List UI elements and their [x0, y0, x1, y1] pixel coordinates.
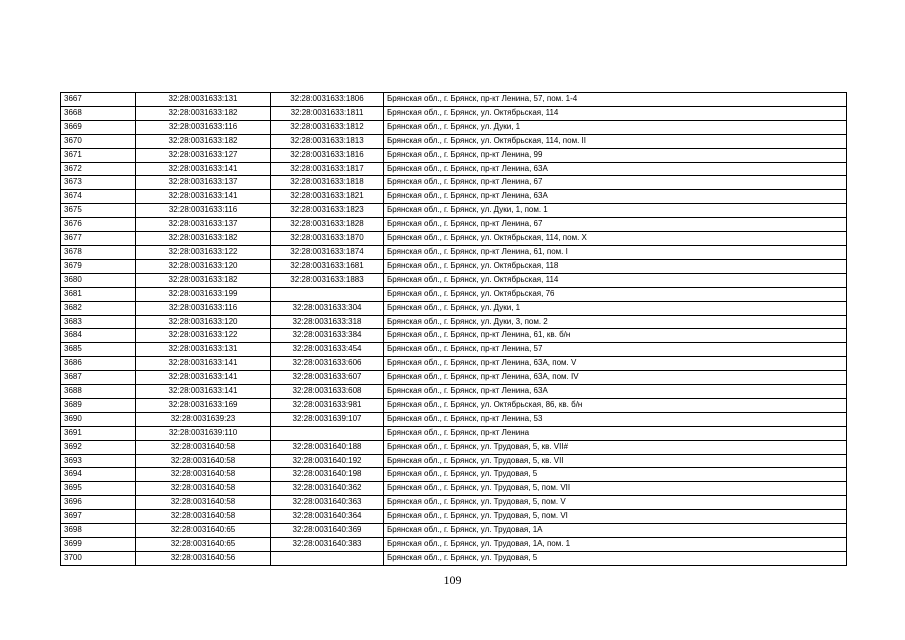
table-row	[61, 385, 847, 399]
object-cadastral-number-cell: 32:28:0031633:1811	[271, 106, 384, 120]
parcel-cadastral-number-cell: 32:28:0031640:58	[136, 510, 271, 524]
address-cell: Брянская обл., г. Брянск, пр-кт Ленина, 57	[384, 343, 847, 357]
object-cadastral-number-cell: 32:28:0031640:192	[271, 454, 384, 468]
parcel-cadastral-number-cell: 32:28:0031633:131	[136, 93, 271, 107]
address-cell: Брянская обл., г. Брянск, ул. Дуки, 1	[384, 301, 847, 315]
row-number-cell: 3691	[61, 426, 136, 440]
row-number-cell: 3674	[61, 190, 136, 204]
object-cadastral-number-cell: 32:28:0031633:304	[271, 301, 384, 315]
object-cadastral-number-cell: 32:28:0031633:1821	[271, 190, 384, 204]
address-cell: Брянская обл., г. Брянск, ул. Октябрьская, 86, кв. б/н	[384, 398, 847, 412]
parcel-cadastral-number-cell: 32:28:0031640:58	[136, 468, 271, 482]
object-cadastral-number-cell: 32:28:0031640:383	[271, 538, 384, 552]
parcel-cadastral-number-cell: 32:28:0031633:116	[136, 301, 271, 315]
table-row	[61, 496, 847, 510]
row-number-cell: 3689	[61, 398, 136, 412]
address-cell: Брянская обл., г. Брянск, пр-кт Ленина, 53	[384, 412, 847, 426]
object-cadastral-number-cell: 32:28:0031633:1816	[271, 148, 384, 162]
row-number-cell: 3688	[61, 385, 136, 399]
table-row	[61, 412, 847, 426]
parcel-cadastral-number-cell: 32:28:0031633:141	[136, 162, 271, 176]
table-row	[61, 510, 847, 524]
property-registry-table	[60, 92, 847, 566]
object-cadastral-number-cell: 32:28:0031633:1806	[271, 93, 384, 107]
address-cell: Брянская обл., г. Брянск, ул. Октябрьская, 118	[384, 259, 847, 273]
row-number-cell: 3678	[61, 245, 136, 259]
parcel-cadastral-number-cell: 32:28:0031633:182	[136, 273, 271, 287]
address-cell: Брянская обл., г. Брянск, ул. Дуки, 3, пом. 2	[384, 315, 847, 329]
address-cell: Брянская обл., г. Брянск, пр-кт Ленина, 61, пом. I	[384, 245, 847, 259]
table-row	[61, 357, 847, 371]
row-number-cell: 3680	[61, 273, 136, 287]
parcel-cadastral-number-cell: 32:28:0031633:116	[136, 120, 271, 134]
row-number-cell: 3673	[61, 176, 136, 190]
object-cadastral-number-cell: 32:28:0031640:363	[271, 496, 384, 510]
parcel-cadastral-number-cell: 32:28:0031640:58	[136, 482, 271, 496]
parcel-cadastral-number-cell: 32:28:0031639:23	[136, 412, 271, 426]
table-row	[61, 329, 847, 343]
object-cadastral-number-cell: 32:28:0031633:1870	[271, 232, 384, 246]
parcel-cadastral-number-cell: 32:28:0031640:65	[136, 524, 271, 538]
object-cadastral-number-cell: 32:28:0031633:1813	[271, 134, 384, 148]
table-row	[61, 287, 847, 301]
object-cadastral-number-cell: 32:28:0031640:364	[271, 510, 384, 524]
parcel-cadastral-number-cell: 32:28:0031640:58	[136, 454, 271, 468]
page-number: 109	[443, 573, 462, 587]
parcel-cadastral-number-cell: 32:28:0031633:182	[136, 134, 271, 148]
table-row	[61, 273, 847, 287]
row-number-cell: 3672	[61, 162, 136, 176]
row-number-cell: 3699	[61, 538, 136, 552]
address-cell: Брянская обл., г. Брянск, ул. Трудовая, 5	[384, 551, 847, 565]
table-row	[61, 176, 847, 190]
row-number-cell: 3671	[61, 148, 136, 162]
address-cell: Брянская обл., г. Брянск, пр-кт Ленина, 63А	[384, 385, 847, 399]
row-number-cell: 3667	[61, 93, 136, 107]
row-number-cell: 3687	[61, 371, 136, 385]
row-number-cell: 3686	[61, 357, 136, 371]
object-cadastral-number-cell: 32:28:0031633:1883	[271, 273, 384, 287]
table-row	[61, 106, 847, 120]
address-cell: Брянская обл., г. Брянск, ул. Трудовая, 5	[384, 468, 847, 482]
parcel-cadastral-number-cell: 32:28:0031633:137	[136, 218, 271, 232]
parcel-cadastral-number-cell: 32:28:0031633:120	[136, 259, 271, 273]
table-row	[61, 259, 847, 273]
object-cadastral-number-cell: 32:28:0031640:198	[271, 468, 384, 482]
object-cadastral-number-cell	[271, 551, 384, 565]
table-row	[61, 232, 847, 246]
table-row	[61, 371, 847, 385]
row-number-cell: 3683	[61, 315, 136, 329]
row-number-cell: 3695	[61, 482, 136, 496]
object-cadastral-number-cell: 32:28:0031633:1823	[271, 204, 384, 218]
address-cell: Брянская обл., г. Брянск, пр-кт Ленина, 63А	[384, 190, 847, 204]
table-row	[61, 551, 847, 565]
table-row	[61, 204, 847, 218]
table-row	[61, 426, 847, 440]
table-row	[61, 538, 847, 552]
row-number-cell: 3684	[61, 329, 136, 343]
object-cadastral-number-cell: 32:28:0031633:608	[271, 385, 384, 399]
row-number-cell: 3700	[61, 551, 136, 565]
parcel-cadastral-number-cell: 32:28:0031640:58	[136, 496, 271, 510]
table-row	[61, 301, 847, 315]
address-cell: Брянская обл., г. Брянск, пр-кт Ленина, 63А, пом. V	[384, 357, 847, 371]
address-cell: Брянская обл., г. Брянск, пр-кт Ленина, 99	[384, 148, 847, 162]
table-row	[61, 343, 847, 357]
object-cadastral-number-cell: 32:28:0031633:454	[271, 343, 384, 357]
parcel-cadastral-number-cell: 32:28:0031633:169	[136, 398, 271, 412]
row-number-cell: 3693	[61, 454, 136, 468]
parcel-cadastral-number-cell: 32:28:0031640:65	[136, 538, 271, 552]
table-row	[61, 190, 847, 204]
row-number-cell: 3698	[61, 524, 136, 538]
row-number-cell: 3670	[61, 134, 136, 148]
parcel-cadastral-number-cell: 32:28:0031633:141	[136, 371, 271, 385]
table-row	[61, 315, 847, 329]
parcel-cadastral-number-cell: 32:28:0031633:122	[136, 329, 271, 343]
row-number-cell: 3690	[61, 412, 136, 426]
address-cell: Брянская обл., г. Брянск, пр-кт Ленина, 63А	[384, 162, 847, 176]
parcel-cadastral-number-cell: 32:28:0031640:56	[136, 551, 271, 565]
address-cell: Брянская обл., г. Брянск, ул. Октябрьская, 114, пом. II	[384, 134, 847, 148]
address-cell: Брянская обл., г. Брянск, пр-кт Ленина, 63А, пом. IV	[384, 371, 847, 385]
parcel-cadastral-number-cell: 32:28:0031633:131	[136, 343, 271, 357]
parcel-cadastral-number-cell: 32:28:0031633:141	[136, 357, 271, 371]
row-number-cell: 3685	[61, 343, 136, 357]
address-cell: Брянская обл., г. Брянск, ул. Октябрьская, 76	[384, 287, 847, 301]
object-cadastral-number-cell: 32:28:0031640:362	[271, 482, 384, 496]
address-cell: Брянская обл., г. Брянск, ул. Трудовая, 1А	[384, 524, 847, 538]
row-number-cell: 3697	[61, 510, 136, 524]
table-row	[61, 482, 847, 496]
object-cadastral-number-cell: 32:28:0031639:107	[271, 412, 384, 426]
object-cadastral-number-cell: 32:28:0031633:981	[271, 398, 384, 412]
parcel-cadastral-number-cell: 32:28:0031633:127	[136, 148, 271, 162]
address-cell: Брянская обл., г. Брянск, пр-кт Ленина, 67	[384, 176, 847, 190]
address-cell: Брянская обл., г. Брянск, ул. Дуки, 1	[384, 120, 847, 134]
row-number-cell: 3681	[61, 287, 136, 301]
address-cell: Брянская обл., г. Брянск, ул. Трудовая, 5, пом. V	[384, 496, 847, 510]
row-number-cell: 3677	[61, 232, 136, 246]
address-cell: Брянская обл., г. Брянск, ул. Октябрьская, 114	[384, 106, 847, 120]
address-cell: Брянская обл., г. Брянск, пр-кт Ленина, 67	[384, 218, 847, 232]
row-number-cell: 3668	[61, 106, 136, 120]
table-row	[61, 120, 847, 134]
object-cadastral-number-cell: 32:28:0031640:369	[271, 524, 384, 538]
object-cadastral-number-cell: 32:28:0031633:318	[271, 315, 384, 329]
table-row	[61, 468, 847, 482]
parcel-cadastral-number-cell: 32:28:0031633:141	[136, 385, 271, 399]
table-row	[61, 524, 847, 538]
address-cell: Брянская обл., г. Брянск, ул. Трудовая, 5, пом. VII	[384, 482, 847, 496]
row-number-cell: 3682	[61, 301, 136, 315]
address-cell: Брянская обл., г. Брянск, ул. Трудовая, 5, кв. VII#	[384, 440, 847, 454]
table-row	[61, 454, 847, 468]
address-cell: Брянская обл., г. Брянск, ул. Трудовая, 5, пом. VI	[384, 510, 847, 524]
address-cell: Брянская обл., г. Брянск, пр-кт Ленина, 61, кв. б/н	[384, 329, 847, 343]
table-row	[61, 398, 847, 412]
address-cell: Брянская обл., г. Брянск, ул. Трудовая, 5, кв. VII	[384, 454, 847, 468]
table-row	[61, 134, 847, 148]
parcel-cadastral-number-cell: 32:28:0031633:182	[136, 106, 271, 120]
table-row	[61, 245, 847, 259]
parcel-cadastral-number-cell: 32:28:0031633:141	[136, 190, 271, 204]
object-cadastral-number-cell: 32:28:0031633:1681	[271, 259, 384, 273]
object-cadastral-number-cell: 32:28:0031633:606	[271, 357, 384, 371]
parcel-cadastral-number-cell: 32:28:0031633:122	[136, 245, 271, 259]
object-cadastral-number-cell: 32:28:0031633:1812	[271, 120, 384, 134]
row-number-cell: 3692	[61, 440, 136, 454]
parcel-cadastral-number-cell: 32:28:0031633:137	[136, 176, 271, 190]
address-cell: Брянская обл., г. Брянск, ул. Октябрьская, 114, пом. X	[384, 232, 847, 246]
address-cell: Брянская обл., г. Брянск, пр-кт Ленина	[384, 426, 847, 440]
object-cadastral-number-cell: 32:28:0031633:1818	[271, 176, 384, 190]
registry-table-body	[61, 93, 847, 566]
address-cell: Брянская обл., г. Брянск, ул. Октябрьская, 114	[384, 273, 847, 287]
object-cadastral-number-cell: 32:28:0031633:1828	[271, 218, 384, 232]
object-cadastral-number-cell	[271, 426, 384, 440]
object-cadastral-number-cell: 32:28:0031640:188	[271, 440, 384, 454]
parcel-cadastral-number-cell: 32:28:0031633:199	[136, 287, 271, 301]
table-row	[61, 440, 847, 454]
parcel-cadastral-number-cell: 32:28:0031633:182	[136, 232, 271, 246]
parcel-cadastral-number-cell: 32:28:0031639:110	[136, 426, 271, 440]
address-cell: Брянская обл., г. Брянск, ул. Дуки, 1, пом. 1	[384, 204, 847, 218]
row-number-cell: 3675	[61, 204, 136, 218]
parcel-cadastral-number-cell: 32:28:0031633:116	[136, 204, 271, 218]
object-cadastral-number-cell: 32:28:0031633:607	[271, 371, 384, 385]
parcel-cadastral-number-cell: 32:28:0031633:120	[136, 315, 271, 329]
object-cadastral-number-cell: 32:28:0031633:1874	[271, 245, 384, 259]
table-row	[61, 162, 847, 176]
table-row	[61, 148, 847, 162]
object-cadastral-number-cell: 32:28:0031633:1817	[271, 162, 384, 176]
parcel-cadastral-number-cell: 32:28:0031640:58	[136, 440, 271, 454]
table-row	[61, 218, 847, 232]
row-number-cell: 3694	[61, 468, 136, 482]
row-number-cell: 3669	[61, 120, 136, 134]
object-cadastral-number-cell: 32:28:0031633:384	[271, 329, 384, 343]
address-cell: Брянская обл., г. Брянск, пр-кт Ленина, 57, пом. 1-4	[384, 93, 847, 107]
address-cell: Брянская обл., г. Брянск, ул. Трудовая, 1А, пом. 1	[384, 538, 847, 552]
row-number-cell: 3679	[61, 259, 136, 273]
row-number-cell: 3696	[61, 496, 136, 510]
object-cadastral-number-cell	[271, 287, 384, 301]
row-number-cell: 3676	[61, 218, 136, 232]
table-row	[61, 93, 847, 107]
